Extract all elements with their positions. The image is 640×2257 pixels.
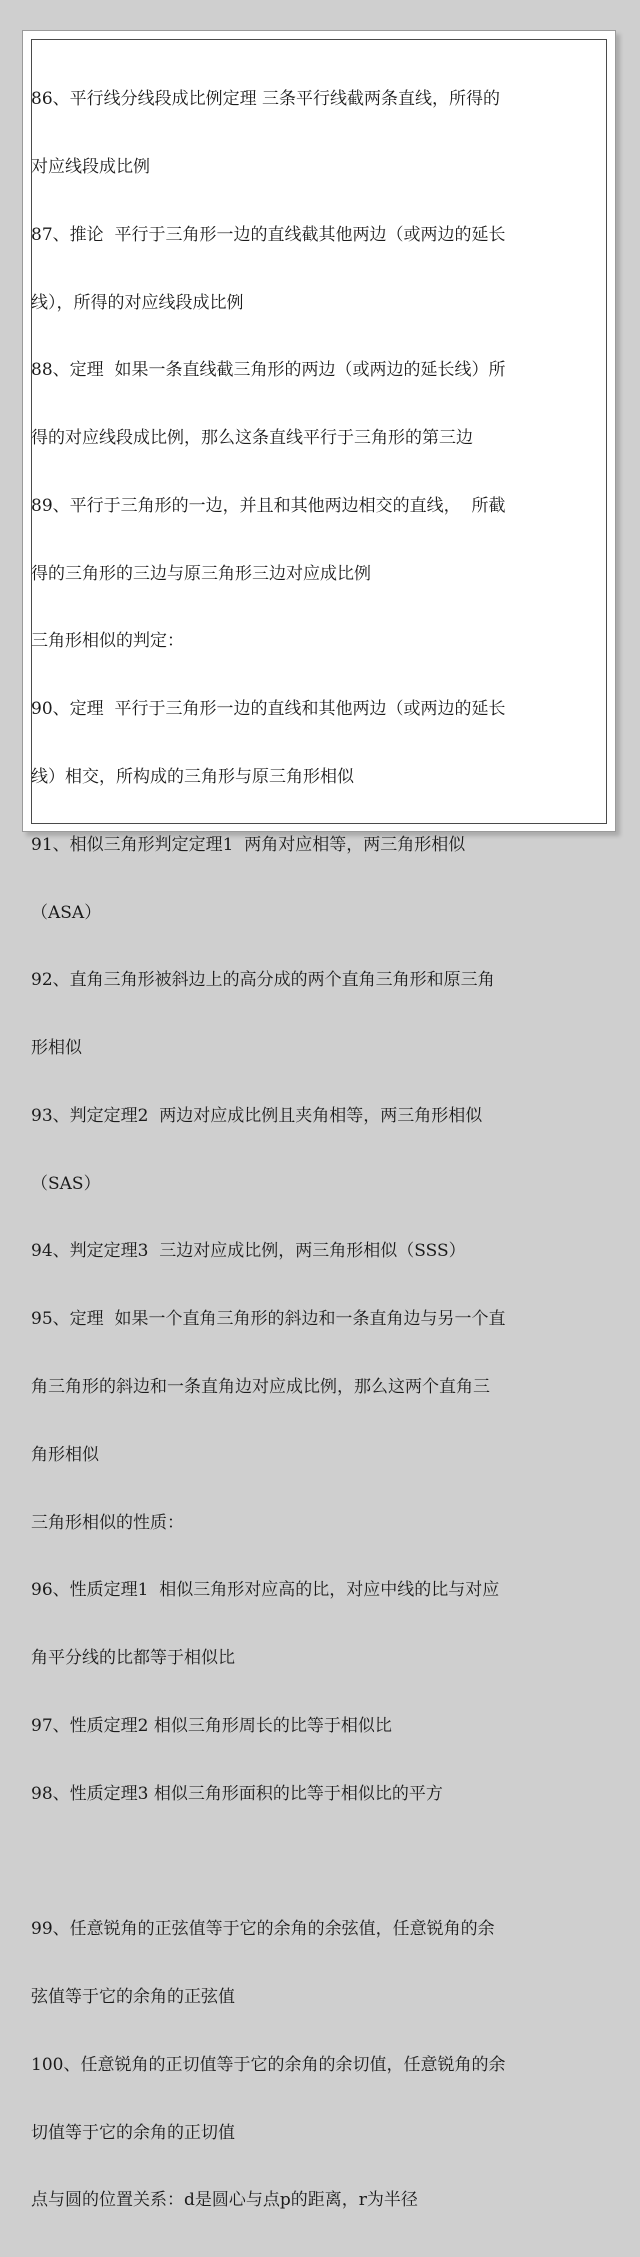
text-line: 92、直角三角形被斜边上的高分成的两个直角三角形和原三角 xyxy=(31,970,495,991)
text-line: 线）相交，所构成的三角形与原三角形相似 xyxy=(31,767,354,787)
text-line: （SAS） xyxy=(31,1173,101,1194)
text-line: 切值等于它的余角的正切值 xyxy=(31,2122,235,2143)
text-line: 弦值等于它的余角的正弦值 xyxy=(31,1987,235,2008)
text-line: 角形相似 xyxy=(31,1444,99,1465)
text-line: 87、推论 平行于三角形一边的直线截其他两边（或两边的延长 xyxy=(31,224,506,245)
text-line: 得的对应线段成比例，那么这条直线平行于三角形的第三边 xyxy=(31,428,473,449)
text-line: 88、定理 如果一条直线截三角形的两边（或两边的延长线）所 xyxy=(31,360,506,381)
section-heading: 三角形相似的性质： xyxy=(31,1512,184,1533)
text-line: 角平分线的比都等于相似比 xyxy=(31,1648,235,1669)
text-line: 得的三角形的三边与原三角形三边对应成比例 xyxy=(31,563,371,584)
text-line: 角三角形的斜边和一条直角边对应成比例，那么这两个直角三 xyxy=(31,1377,490,1398)
text-line: 97、性质定理2 相似三角形周长的比等于相似比 xyxy=(31,1715,392,1736)
text-line: （ASA） xyxy=(31,902,102,923)
text-line: 91、相似三角形判定定理1 两角对应相等，两三角形相似 xyxy=(31,834,466,855)
text-line: 形相似 xyxy=(31,1038,82,1059)
text-line: 线），所得的对应线段成比例 xyxy=(31,292,244,313)
text-line: 99、任意锐角的正弦值等于它的余角的余弦值，任意锐角的余 xyxy=(31,1919,495,1940)
text-line: 96、性质定理1 相似三角形对应高的比，对应中线的比与对应 xyxy=(31,1580,500,1601)
text-line: 94、判定定理3 三边对应成比例，两三角形相似（SSS） xyxy=(31,1241,466,1262)
text-line: 98、性质定理3 相似三角形面积的比等于相似比的平方 xyxy=(31,1783,443,1804)
text-line: 86、平行线分线段成比例定理 三条平行线截两条直线，所得的 xyxy=(31,89,501,110)
document-page xyxy=(22,30,616,2211)
text-line: 89、平行于三角形的一边，并且和其他两边相交的直线， 所截 xyxy=(31,495,506,516)
document-text xyxy=(31,43,593,2257)
section-heading: 三角形相似的判定： xyxy=(31,631,184,652)
text-line: 95、定理 如果一个直角三角形的斜边和一条直角边与另一个直 xyxy=(31,1309,506,1330)
text-line: 点与圆的位置关系：d是圆心与点p的距离，r为半径 xyxy=(31,2190,418,2211)
blank-line xyxy=(31,1851,593,1874)
text-line: 对应线段成比例 xyxy=(31,156,150,177)
text-line: 90、定理 平行于三角形一边的直线和其他两边（或两边的延长 xyxy=(31,699,506,720)
text-line: 93、判定定理2 两边对应成比例且夹角相等，两三角形相似 xyxy=(31,1105,483,1126)
text-line: 100、任意锐角的正切值等于它的余角的余切值，任意锐角的余 xyxy=(31,2054,506,2075)
